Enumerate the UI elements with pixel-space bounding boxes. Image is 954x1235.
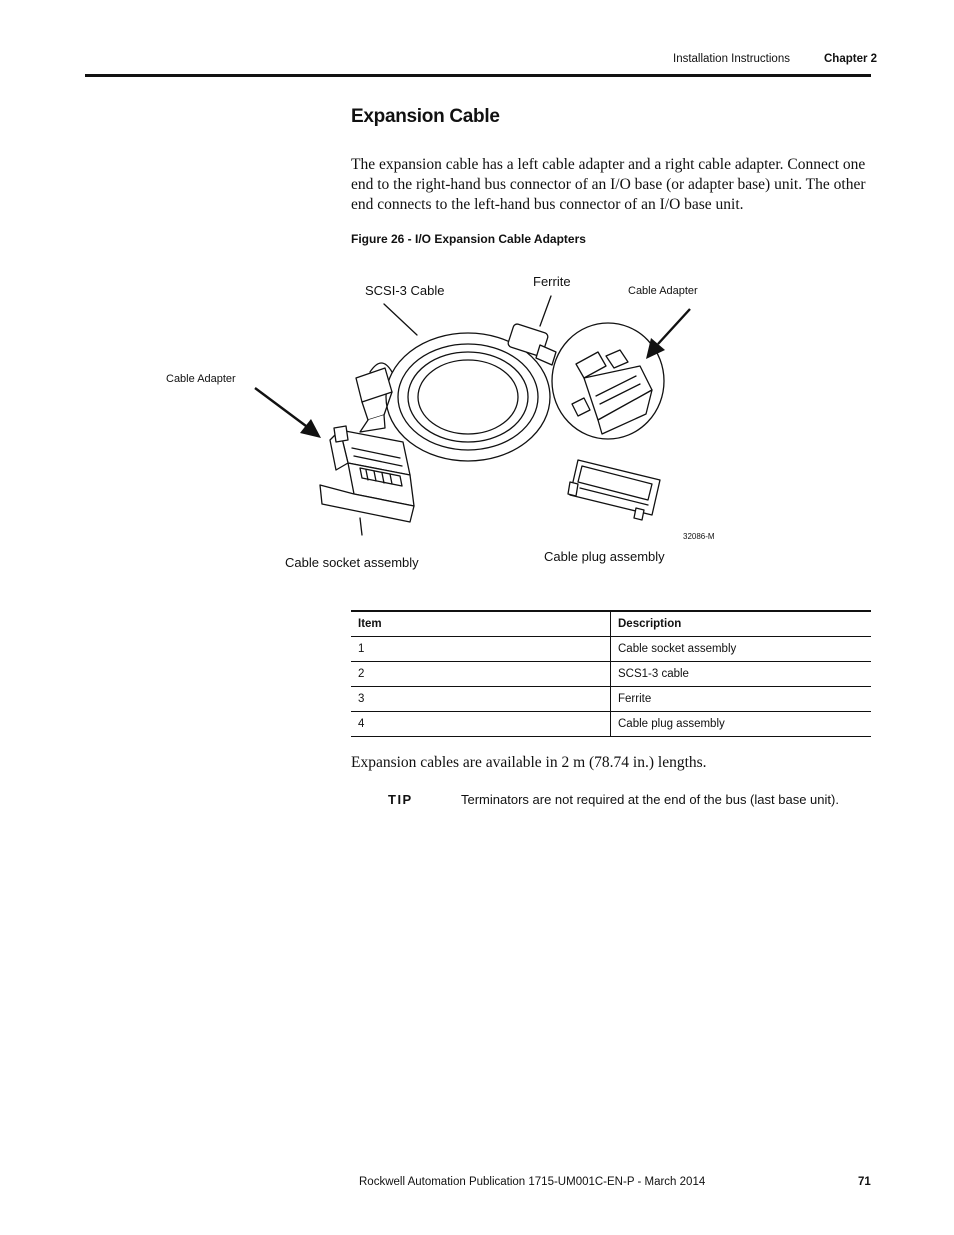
left-adapter-arrow [255,388,306,426]
label-plug-assembly: Cable plug assembly [544,549,665,564]
label-scsi-cable: SCSI-3 Cable [365,283,445,298]
table-row [351,637,871,662]
table-header-row [351,611,871,637]
right-adapter-arrow [658,309,690,344]
table-row [351,687,871,712]
socket-leader [360,518,362,535]
table-cell-description: Cable socket assembly [611,637,872,662]
table-cell-item: 4 [351,712,611,737]
label-cable-adapter-right: Cable Adapter [628,285,698,297]
scsi-cable-leader [384,304,417,335]
label-ferrite: Ferrite [533,274,571,289]
table-row [351,662,871,687]
right-adapter-detail [552,323,664,439]
tip-label: TIP [388,792,413,807]
table-header-description: Description [611,611,872,637]
cable-socket-assembly [320,426,414,522]
tip-text: Terminators are not required at the end of the bus (last base unit). [461,792,839,807]
intro-paragraph: The expansion cable has a left cable adapter and a right cable adapter. Connect one end to the right-hand bus connector of an I/O base (or adapter base) unit. The other end connects to the left-hand bus connector of an I/O base unit. [351,156,866,213]
lengths-note: Expansion cables are available in 2 m (78.74 in.) lengths. [351,754,707,771]
figure-caption: Figure 26 - I/O Expansion Cable Adapters [351,232,586,246]
cable-plug-assembly [568,460,660,520]
table-row [351,712,871,737]
label-figure-id: 32086-M [683,532,715,541]
table-cell-description: Cable plug assembly [611,712,872,737]
header-section: Installation Instructions [673,53,790,65]
table-cell-item: 2 [351,662,611,687]
table-cell-description: SCS1-3 cable [611,662,872,687]
item-table [351,610,871,737]
table-cell-item: 1 [351,637,611,662]
page-title: Expansion Cable [351,106,500,127]
table-cell-item: 3 [351,687,611,712]
footer-page-number: 71 [858,1176,871,1188]
footer-publication: Rockwell Automation Publication 1715-UM001C-EN-P - March 2014 [359,1176,706,1188]
table-cell-description: Ferrite [611,687,872,712]
ferrite-leader [540,296,551,326]
label-cable-adapter-left: Cable Adapter [166,373,236,385]
ferrite [507,323,556,365]
table-header-item: Item [351,611,611,637]
label-socket-assembly: Cable socket assembly [285,555,419,570]
header-chapter: Chapter 2 [824,53,878,65]
